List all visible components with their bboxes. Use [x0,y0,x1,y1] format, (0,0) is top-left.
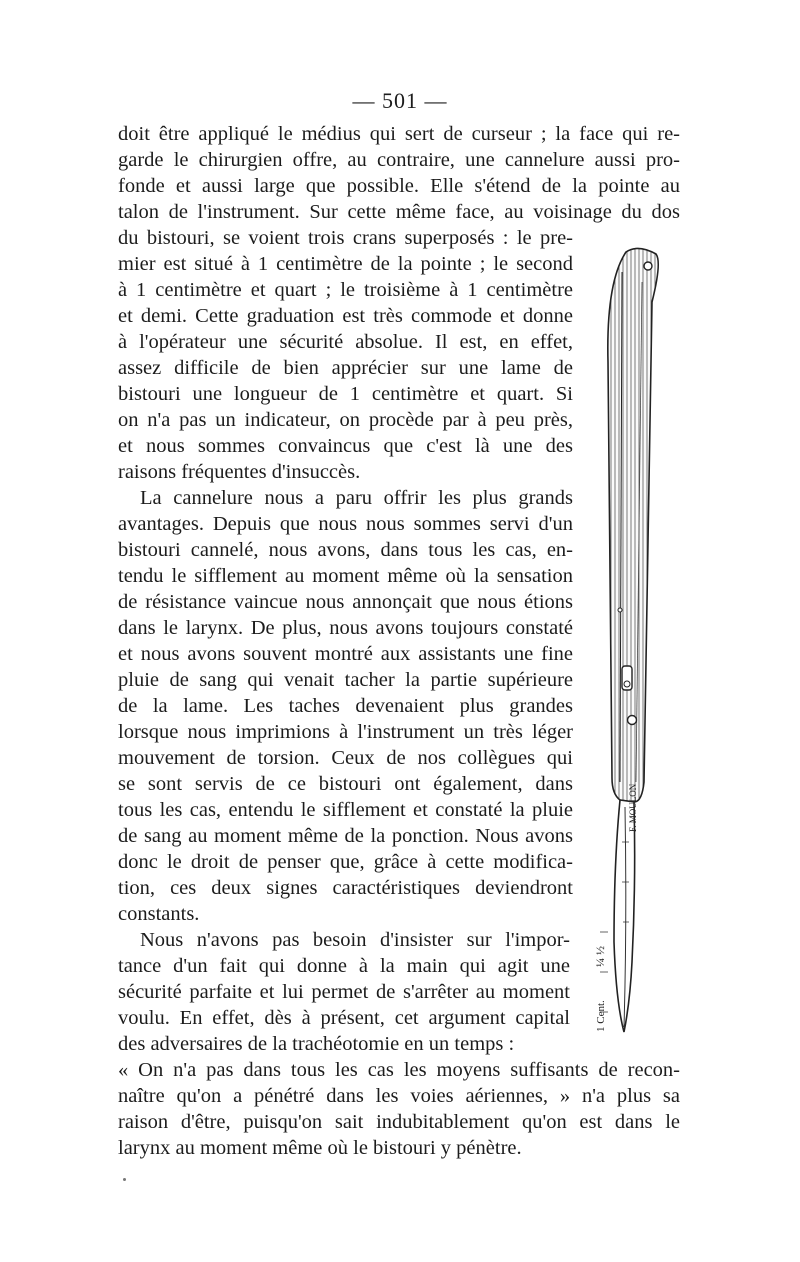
text-line: avantages. Depuis que nous nous sommes servi d'un [118,513,573,535]
scalpel-illustration [578,242,688,1042]
rivet [628,716,637,725]
text-line: lorsque nous imprimions à l'instrument un très léger [118,721,573,743]
text-line: dans le larynx. De plus, nous avons toujours constaté [118,617,573,639]
text-line: et demi. Cette graduation est très commode et donne [118,305,573,327]
text-line: tance d'un fait qui donne à la main qui agit une [118,955,570,977]
text-line: du bistouri, se voient trois crans superposés : le pre- [118,227,573,249]
paragraph-start: La cannelure nous a paru offrir les plus grands [140,487,573,509]
text-line: se sont servis de ce bistouri ont également, dans [118,773,573,795]
page-number: — 501 — [352,88,448,113]
maker-mark: F. MOULON [628,783,638,832]
text-line: garde le chirurgien offre, au contraire, une cannelure aussi pro- [118,149,680,171]
text-line: raison d'être, puisqu'on sait indubitablement qu'on est dans le [118,1111,680,1133]
text-line: à l'opérateur une sécurité absolue. Il est, en effet, [118,331,573,353]
text-line: naître qu'on a pénétré dans les voies aériennes, » n'a plus sa [118,1085,680,1107]
text-line: et nous avons souvent montré aux assistants une fine [118,643,573,665]
text-line: doit être appliqué le médius qui sert de curseur ; la face qui re- [118,123,680,145]
text-line: assez difficile de bien apprécier sur une lame de [118,357,573,379]
text-line: talon de l'instrument. Sur cette même face, au voisinage du dos [118,201,680,223]
rivet [644,262,652,270]
text-line: tendu le sifflement au moment même où la sensation [118,565,573,587]
text-line: de la lame. Les taches devenaient plus grandes [118,695,573,717]
text-line: pluie de sang qui venait tacher la partie supérieure [118,669,573,691]
text-line: voulu. En effet, dès à présent, cet argument capital [118,1007,570,1029]
text-line: larynx au moment même où le bistouri y pénètre. [118,1137,522,1159]
text-line: « On n'a pas dans tous les cas les moyens suffisants de recon- [118,1059,680,1081]
text-line: fonde et aussi large que possible. Elle s'étend de la pointe au [118,175,680,197]
paragraph-start: Nous n'avons pas besoin d'insister sur l'impor- [140,929,570,951]
print-speck [123,1178,126,1181]
text-line: mier est situé à 1 centimètre de la pointe ; le second [118,253,573,275]
text-line: de résistance vaincue nous annonçait que nous étions [118,591,573,613]
text-line: bistouri une longueur de 1 centimètre et quart. Si [118,383,573,405]
text-line: mouvement de torsion. Ceux de nos collègues qui [118,747,573,769]
text-line: tous les cas, entendu le sifflement et constaté la pluie [118,799,573,821]
text-line: bistouri cannelé, nous avons, dans tous les cas, en- [118,539,573,561]
text-line: raisons fréquentes d'insuccès. [118,461,361,483]
rivet [618,608,622,612]
text-line: et nous sommes convaincus que c'est là une des [118,435,573,457]
text-line: donc le droit de penser que, grâce à cette modifica- [118,851,573,873]
text-line: des adversaires de la trachéotomie en un temps : [118,1033,515,1055]
text-line: à 1 centimètre et quart ; le troisième à 1 centimètre [118,279,573,301]
text-line: sécurité parfaite et lui permet de s'arrêter au moment [118,981,570,1003]
text-line: de sang au moment même de la ponction. Nous avons [118,825,573,847]
text-line: constants. [118,903,200,925]
scale-label: 1 Cent. [595,1000,607,1032]
text-line: on n'a pas un indicateur, on procède par à peu près, [118,409,573,431]
text-line: tion, ces deux signes caractéristiques deviendront [118,877,573,899]
scale-label: ¼ ½ [593,946,607,967]
